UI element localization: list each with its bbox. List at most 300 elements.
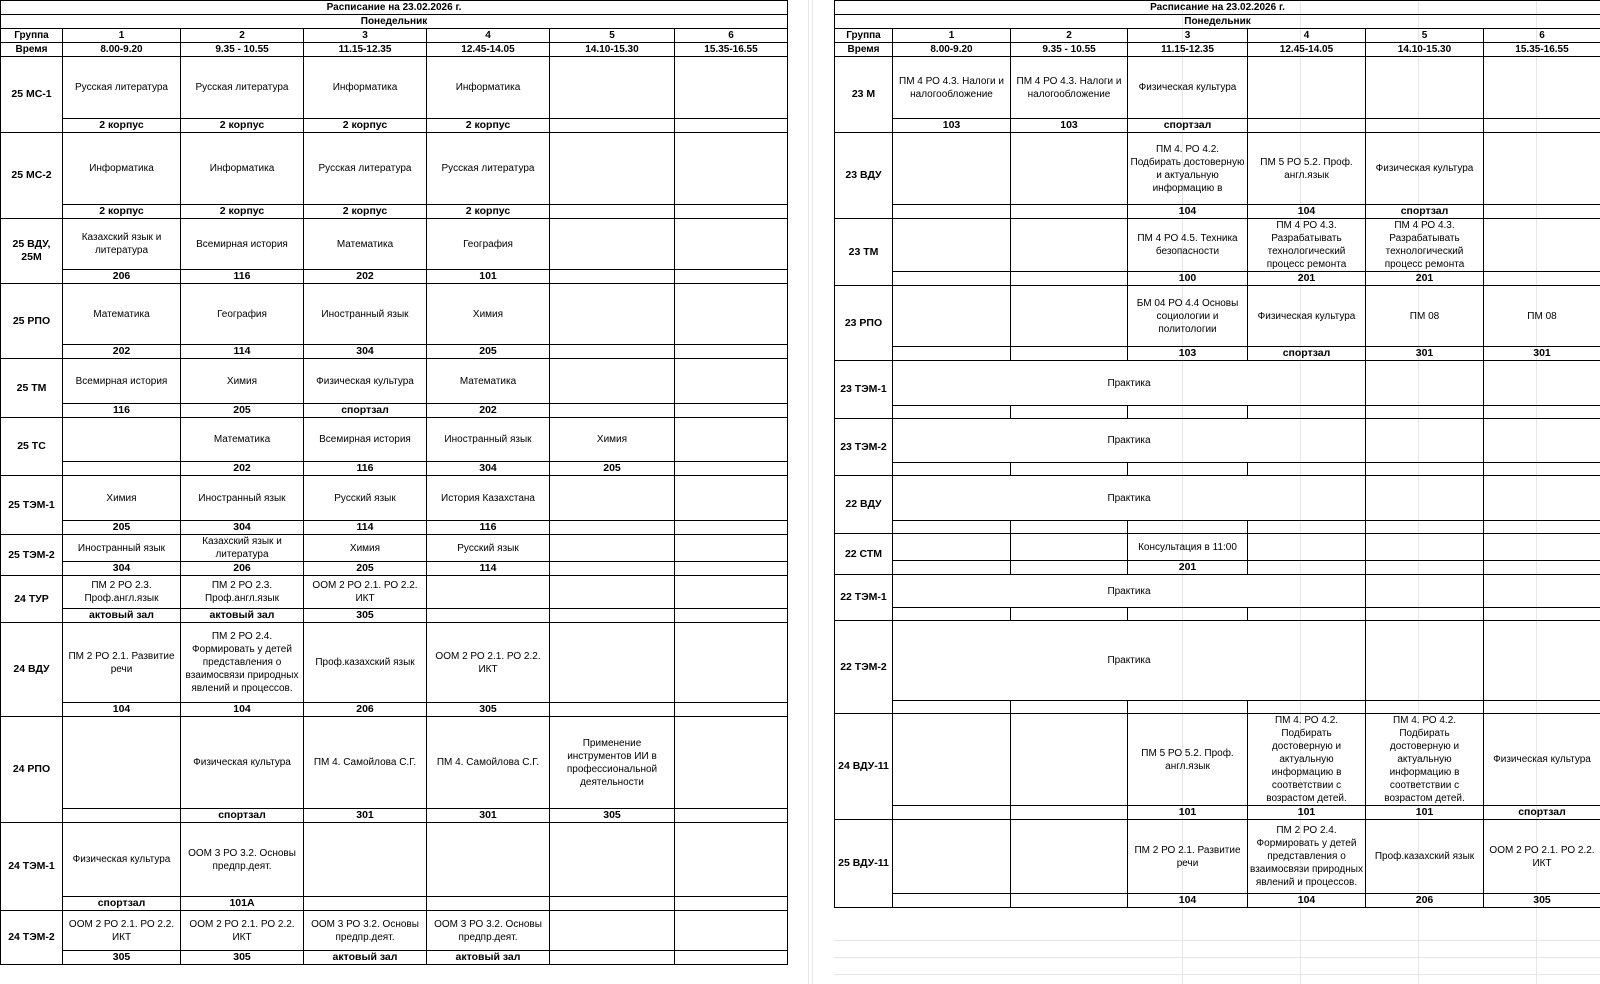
subject-cell[interactable]: Математика [427,359,550,404]
room-cell[interactable] [1366,119,1484,133]
subject-cell[interactable]: Всемирная история [181,219,304,270]
subject-cell[interactable]: Информатика [181,133,304,205]
subject-cell[interactable]: Информатика [304,57,427,119]
subject-cell[interactable] [675,476,788,521]
room-cell[interactable] [1484,463,1600,476]
room-cell[interactable] [1011,406,1128,419]
room-cell[interactable] [1248,406,1366,419]
room-cell[interactable]: 202 [63,345,181,359]
room-cell[interactable] [550,119,675,133]
room-cell[interactable]: 2 корпус [181,205,304,219]
subject-cell[interactable]: БМ 04 РО 4.4 Основы социологии и политологии [1128,286,1248,347]
subject-cell[interactable] [550,284,675,345]
group-name[interactable]: 25 МС-2 [1,133,63,219]
subject-cell[interactable] [1484,476,1600,521]
room-cell[interactable]: 301 [427,809,550,823]
subject-cell[interactable] [1484,621,1600,701]
room-cell[interactable] [1484,119,1600,133]
room-cell[interactable]: 305 [427,703,550,717]
practice-cell[interactable]: Практика [893,575,1366,608]
subject-cell[interactable] [550,476,675,521]
room-cell[interactable]: 103 [1011,119,1128,133]
subject-cell[interactable] [427,576,550,609]
time-slot-6[interactable]: 15.35-16.55 [1484,43,1600,57]
room-cell[interactable] [1484,561,1600,575]
room-cell[interactable] [675,270,788,284]
room-cell[interactable]: спортзал [1484,806,1600,820]
subject-cell[interactable]: Иностранный язык [63,535,181,562]
subject-cell[interactable]: ООМ 2 РО 2.1. РО 2.2. ИКТ [1484,820,1600,894]
room-cell[interactable] [1484,205,1600,219]
subject-cell[interactable] [1484,534,1600,561]
group-name[interactable]: 25 ТЭМ-2 [1,535,63,576]
subject-cell[interactable]: ПМ 2 РО 2.1. Развитие речи [63,623,181,703]
group-name[interactable]: 24 РПО [1,717,63,823]
subject-cell[interactable]: Физическая культура [304,359,427,404]
subject-cell[interactable] [1011,534,1128,561]
time-header[interactable]: Время [1,43,63,57]
subject-cell[interactable]: Всемирная история [63,359,181,404]
subject-cell[interactable]: Применение инструментов ИИ в профессиональной деятельности [550,717,675,809]
time-slot-3[interactable]: 11.15-12.35 [304,43,427,57]
subject-cell[interactable] [1484,575,1600,608]
subject-cell[interactable] [427,823,550,897]
group-name[interactable]: 25 МС-1 [1,57,63,133]
room-cell[interactable]: 301 [304,809,427,823]
room-cell[interactable]: 205 [63,521,181,535]
room-cell[interactable] [675,404,788,418]
room-cell[interactable] [1366,406,1484,419]
time-slot-3[interactable]: 11.15-12.35 [1128,43,1248,57]
subject-cell[interactable]: ПМ 4. Самойлова С.Г. [427,717,550,809]
time-header[interactable]: Время [835,43,893,57]
room-cell[interactable] [1011,806,1128,820]
subject-cell[interactable] [675,823,788,897]
subject-cell[interactable] [893,286,1011,347]
subject-cell[interactable] [1366,476,1484,521]
group-name[interactable]: 24 ВДУ-11 [835,714,893,820]
subject-cell[interactable] [550,57,675,119]
subject-cell[interactable]: Физическая культура [1366,133,1484,205]
room-cell[interactable] [675,809,788,823]
subject-cell[interactable]: Физическая культура [181,717,304,809]
room-cell[interactable]: 101 [1128,806,1248,820]
room-cell[interactable] [1248,119,1366,133]
subject-cell[interactable]: Иностранный язык [181,476,304,521]
time-slot-5[interactable]: 14.10-15.30 [550,43,675,57]
room-cell[interactable] [893,521,1011,534]
subject-cell[interactable]: История Казахстана [427,476,550,521]
subject-cell[interactable] [1484,361,1600,406]
room-cell[interactable] [550,345,675,359]
subject-cell[interactable]: ПМ 2 РО 2.1. Развитие речи [1128,820,1248,894]
room-cell[interactable] [550,609,675,623]
subject-cell[interactable] [675,284,788,345]
subject-cell[interactable]: ООМ 2 РО 2.1. РО 2.2. ИКТ [63,911,181,951]
subject-cell[interactable]: Казахский язык и литература [181,535,304,562]
room-cell[interactable]: 116 [304,462,427,476]
room-cell[interactable] [1011,608,1128,621]
subject-cell[interactable]: ПМ 5 РО 5.2. Проф. англ.язык [1128,714,1248,806]
day-of-week[interactable]: Понедельник [835,15,1600,29]
room-cell[interactable] [893,347,1011,361]
schedule-title[interactable]: Расписание на 23.02.2026 г. [1,1,788,15]
group-name[interactable]: 23 РПО [835,286,893,361]
room-cell[interactable] [550,897,675,911]
room-cell[interactable] [1128,701,1248,714]
subject-cell[interactable]: Математика [181,418,304,462]
group-name[interactable]: 25 ТС [1,418,63,476]
room-cell[interactable]: 206 [1366,894,1484,908]
room-cell[interactable]: 116 [63,404,181,418]
schedule-title[interactable]: Расписание на 23.02.2026 г. [835,1,1600,15]
room-cell[interactable] [893,463,1011,476]
room-cell[interactable] [893,806,1011,820]
room-cell[interactable] [675,119,788,133]
subject-cell[interactable] [1366,419,1484,463]
room-cell[interactable]: 201 [1128,561,1248,575]
room-cell[interactable] [1366,608,1484,621]
group-name[interactable]: 23 ТЭМ-2 [835,419,893,476]
room-cell[interactable] [893,561,1011,575]
group-name[interactable]: 25 ВДУ-11 [835,820,893,908]
room-cell[interactable]: спортзал [1366,205,1484,219]
subject-cell[interactable]: Химия [550,418,675,462]
room-cell[interactable]: 104 [63,703,181,717]
room-cell[interactable] [550,562,675,576]
room-cell[interactable] [675,562,788,576]
subject-cell[interactable]: ПМ 4. Самойлова С.Г. [304,717,427,809]
room-cell[interactable]: актовый зал [181,609,304,623]
subject-cell[interactable] [550,576,675,609]
time-slot-6[interactable]: 15.35-16.55 [675,43,788,57]
subject-cell[interactable]: География [427,219,550,270]
subject-cell[interactable]: ПМ 4 РО 4.5. Техника безопасности [1128,219,1248,272]
subject-cell[interactable] [1484,219,1600,272]
group-name[interactable]: 25 ВДУ, 25М [1,219,63,284]
subject-cell[interactable] [1248,534,1366,561]
subject-cell[interactable] [1011,133,1128,205]
subject-cell[interactable]: Химия [181,359,304,404]
room-cell[interactable] [893,608,1011,621]
subject-cell[interactable]: Физическая культура [1128,57,1248,119]
subject-cell[interactable]: Химия [63,476,181,521]
practice-cell[interactable]: Практика [893,419,1366,463]
room-cell[interactable] [1366,463,1484,476]
group-name[interactable]: 23 ТЭМ-1 [835,361,893,419]
subject-cell[interactable] [1484,57,1600,119]
room-cell[interactable]: 304 [427,462,550,476]
room-cell[interactable]: 116 [181,270,304,284]
subject-cell[interactable]: Математика [304,219,427,270]
subject-cell[interactable]: ПМ 2 РО 2.3. Проф.англ.язык [63,576,181,609]
subject-cell[interactable] [550,535,675,562]
room-cell[interactable]: 205 [550,462,675,476]
pair-number-1[interactable]: 1 [893,29,1011,43]
time-slot-5[interactable]: 14.10-15.30 [1366,43,1484,57]
pair-number-3[interactable]: 3 [304,29,427,43]
subject-cell[interactable]: Русская литература [181,57,304,119]
pair-number-6[interactable]: 6 [1484,29,1600,43]
subject-cell[interactable]: ООМ 3 РО 3.2. Основы предпр.деят. [304,911,427,951]
subject-cell[interactable]: ПМ 4 РО 4.3. Разрабатывать технологический процесс ремонта [1366,219,1484,272]
subject-cell[interactable]: Химия [304,535,427,562]
group-name[interactable]: 24 ТЭМ-2 [1,911,63,965]
subject-cell[interactable] [893,133,1011,205]
pair-number-5[interactable]: 5 [1366,29,1484,43]
room-cell[interactable] [1484,406,1600,419]
room-cell[interactable] [1011,272,1128,286]
subject-cell[interactable] [1248,57,1366,119]
subject-cell[interactable] [675,359,788,404]
room-cell[interactable] [550,404,675,418]
room-cell[interactable] [1248,463,1366,476]
room-cell[interactable] [550,703,675,717]
room-cell[interactable] [1128,406,1248,419]
room-cell[interactable] [1128,521,1248,534]
room-cell[interactable] [427,609,550,623]
room-cell[interactable] [675,205,788,219]
room-cell[interactable] [1011,347,1128,361]
subject-cell[interactable] [675,717,788,809]
room-cell[interactable] [550,951,675,965]
subject-cell[interactable] [1366,57,1484,119]
room-cell[interactable] [1366,521,1484,534]
room-cell[interactable]: 104 [181,703,304,717]
room-cell[interactable] [1011,561,1128,575]
room-cell[interactable]: 202 [181,462,304,476]
room-cell[interactable]: 101 [427,270,550,284]
room-cell[interactable] [550,205,675,219]
group-header[interactable]: Группа [1,29,63,43]
group-name[interactable]: 25 ТЭМ-1 [1,476,63,535]
room-cell[interactable]: 101А [181,897,304,911]
room-cell[interactable] [1484,701,1600,714]
pair-number-4[interactable]: 4 [1248,29,1366,43]
subject-cell[interactable]: ПМ 2 РО 2.4. Формировать у детей представления о взаимосвязи природных явлений и процессов. [181,623,304,703]
room-cell[interactable]: 2 корпус [304,119,427,133]
subject-cell[interactable]: ООМ 3 РО 3.2. Основы предпр.деят. [181,823,304,897]
subject-cell[interactable] [63,418,181,462]
room-cell[interactable] [1248,701,1366,714]
subject-cell[interactable] [675,219,788,270]
subject-cell[interactable] [1366,621,1484,701]
subject-cell[interactable] [550,133,675,205]
subject-cell[interactable]: Физическая культура [63,823,181,897]
room-cell[interactable]: актовый зал [427,951,550,965]
subject-cell[interactable] [550,623,675,703]
group-name[interactable]: 22 ТЭМ-2 [835,621,893,714]
subject-cell[interactable] [893,714,1011,806]
room-cell[interactable] [1248,521,1366,534]
subject-cell[interactable]: Консультация в 11:00 [1128,534,1248,561]
room-cell[interactable]: 114 [181,345,304,359]
room-cell[interactable]: 305 [550,809,675,823]
room-cell[interactable] [1484,272,1600,286]
room-cell[interactable]: спортзал [304,404,427,418]
room-cell[interactable]: 2 корпус [181,119,304,133]
subject-cell[interactable]: ПМ 2 РО 2.3. Проф.англ.язык [181,576,304,609]
room-cell[interactable]: актовый зал [63,609,181,623]
room-cell[interactable]: 301 [1366,347,1484,361]
room-cell[interactable] [893,701,1011,714]
room-cell[interactable] [1128,608,1248,621]
room-cell[interactable] [675,703,788,717]
room-cell[interactable] [893,272,1011,286]
subject-cell[interactable] [893,534,1011,561]
pair-number-2[interactable]: 2 [181,29,304,43]
room-cell[interactable] [63,462,181,476]
room-cell[interactable]: 305 [181,951,304,965]
room-cell[interactable] [1011,521,1128,534]
room-cell[interactable] [675,521,788,535]
subject-cell[interactable] [675,535,788,562]
group-name[interactable]: 22 ТЭМ-1 [835,575,893,621]
subject-cell[interactable]: Иностранный язык [427,418,550,462]
room-cell[interactable] [1248,561,1366,575]
subject-cell[interactable]: Русская литература [304,133,427,205]
room-cell[interactable]: 114 [304,521,427,535]
room-cell[interactable]: 305 [63,951,181,965]
room-cell[interactable]: 304 [304,345,427,359]
room-cell[interactable]: 205 [427,345,550,359]
time-slot-1[interactable]: 8.00-9.20 [63,43,181,57]
room-cell[interactable] [1484,608,1600,621]
room-cell[interactable]: спортзал [181,809,304,823]
group-name[interactable]: 24 ВДУ [1,623,63,717]
room-cell[interactable] [1366,701,1484,714]
subject-cell[interactable]: Информатика [427,57,550,119]
subject-cell[interactable] [550,359,675,404]
room-cell[interactable]: 101 [1248,806,1366,820]
subject-cell[interactable] [675,911,788,951]
room-cell[interactable]: спортзал [1128,119,1248,133]
subject-cell[interactable]: Химия [427,284,550,345]
room-cell[interactable]: 301 [1484,347,1600,361]
pair-number-2[interactable]: 2 [1011,29,1128,43]
room-cell[interactable]: 2 корпус [63,119,181,133]
room-cell[interactable]: 201 [1366,272,1484,286]
subject-cell[interactable]: Русский язык [427,535,550,562]
subject-cell[interactable]: ПМ 2 РО 2.4. Формировать у детей представления о взаимосвязи природных явлений и процессов. [1248,820,1366,894]
subject-cell[interactable]: Информатика [63,133,181,205]
room-cell[interactable] [1011,205,1128,219]
room-cell[interactable]: спортзал [63,897,181,911]
room-cell[interactable]: 205 [304,562,427,576]
subject-cell[interactable]: ПМ 4. РО 4.2. Подбирать достоверную и актуальную информацию в соответствии с возрастом детей. [1366,714,1484,806]
subject-cell[interactable]: Русская литература [63,57,181,119]
room-cell[interactable]: 2 корпус [63,205,181,219]
practice-cell[interactable]: Практика [893,361,1366,406]
subject-cell[interactable]: ООМ 2 РО 2.1. РО 2.2. ИКТ [181,911,304,951]
room-cell[interactable]: 206 [181,562,304,576]
pair-number-4[interactable]: 4 [427,29,550,43]
room-cell[interactable] [675,609,788,623]
room-cell[interactable]: 116 [427,521,550,535]
subject-cell[interactable] [1484,419,1600,463]
room-cell[interactable] [1484,521,1600,534]
subject-cell[interactable]: Казахский язык и литература [63,219,181,270]
subject-cell[interactable] [550,219,675,270]
subject-cell[interactable]: Физическая культура [1484,714,1600,806]
subject-cell[interactable] [550,911,675,951]
subject-cell[interactable] [675,418,788,462]
time-slot-2[interactable]: 9.35 - 10.55 [1011,43,1128,57]
room-cell[interactable] [675,462,788,476]
time-slot-4[interactable]: 12.45-14.05 [427,43,550,57]
subject-cell[interactable]: ПМ 4 РО 4.3. Разрабатывать технологический процесс ремонта [1248,219,1366,272]
group-name[interactable]: 22 ВДУ [835,476,893,534]
room-cell[interactable]: 206 [304,703,427,717]
subject-cell[interactable]: География [181,284,304,345]
subject-cell[interactable]: Всемирная история [304,418,427,462]
subject-cell[interactable]: ПМ 08 [1366,286,1484,347]
subject-cell[interactable] [1484,133,1600,205]
room-cell[interactable] [893,894,1011,908]
time-slot-4[interactable]: 12.45-14.05 [1248,43,1366,57]
room-cell[interactable]: 304 [63,562,181,576]
group-name[interactable]: 24 ТУР [1,576,63,623]
subject-cell[interactable]: ПМ 4 РО 4.3. Налоги и налогообложение [893,57,1011,119]
practice-cell[interactable]: Практика [893,621,1366,701]
subject-cell[interactable] [675,57,788,119]
subject-cell[interactable] [63,717,181,809]
room-cell[interactable]: 114 [427,562,550,576]
room-cell[interactable]: 103 [1128,347,1248,361]
room-cell[interactable] [550,521,675,535]
room-cell[interactable] [1011,463,1128,476]
room-cell[interactable] [550,270,675,284]
room-cell[interactable]: 201 [1248,272,1366,286]
group-name[interactable]: 22 СТМ [835,534,893,575]
subject-cell[interactable]: Проф.казахский язык [304,623,427,703]
group-name[interactable]: 25 РПО [1,284,63,359]
time-slot-2[interactable]: 9.35 - 10.55 [181,43,304,57]
room-cell[interactable] [675,345,788,359]
group-header[interactable]: Группа [835,29,893,43]
subject-cell[interactable]: ООМ 2 РО 2.1. РО 2.2. ИКТ [304,576,427,609]
room-cell[interactable]: 104 [1128,205,1248,219]
room-cell[interactable] [304,897,427,911]
pair-number-5[interactable]: 5 [550,29,675,43]
room-cell[interactable] [675,897,788,911]
room-cell[interactable] [893,406,1011,419]
subject-cell[interactable] [550,823,675,897]
group-name[interactable]: 23 М [835,57,893,133]
subject-cell[interactable]: ПМ 4 РО 4.3. Налоги и налогообложение [1011,57,1128,119]
subject-cell[interactable]: ООМ 2 РО 2.1. РО 2.2. ИКТ [427,623,550,703]
room-cell[interactable] [427,897,550,911]
subject-cell[interactable] [1011,286,1128,347]
group-name[interactable]: 24 ТЭМ-1 [1,823,63,911]
room-cell[interactable]: 206 [63,270,181,284]
subject-cell[interactable] [1366,575,1484,608]
room-cell[interactable]: 100 [1128,272,1248,286]
group-name[interactable]: 23 ТМ [835,219,893,286]
pair-number-6[interactable]: 6 [675,29,788,43]
room-cell[interactable]: 104 [1248,894,1366,908]
subject-cell[interactable] [675,133,788,205]
room-cell[interactable] [675,951,788,965]
room-cell[interactable] [1128,463,1248,476]
room-cell[interactable]: 103 [893,119,1011,133]
room-cell[interactable]: 304 [181,521,304,535]
subject-cell[interactable]: Русский язык [304,476,427,521]
room-cell[interactable]: 104 [1128,894,1248,908]
room-cell[interactable]: 101 [1366,806,1484,820]
subject-cell[interactable]: ПМ 08 [1484,286,1600,347]
subject-cell[interactable] [675,623,788,703]
